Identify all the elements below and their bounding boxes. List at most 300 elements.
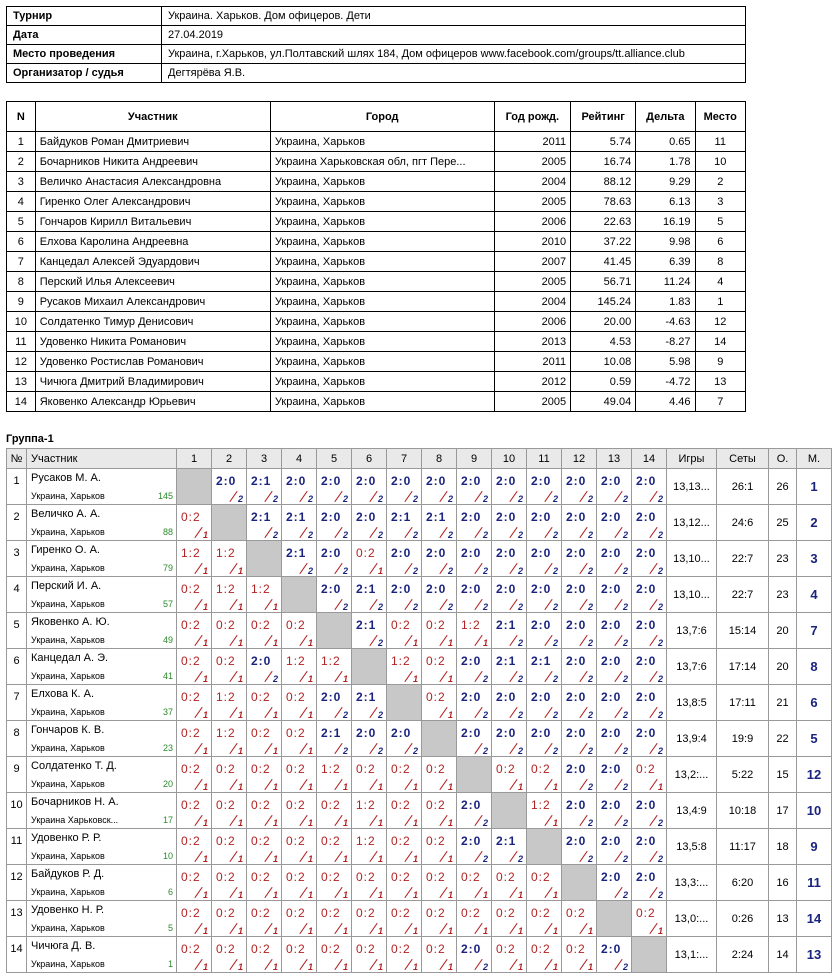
result-slash-mark bbox=[369, 887, 377, 898]
result-points: 1 bbox=[447, 674, 453, 684]
match-result-cell bbox=[492, 613, 527, 649]
match-result bbox=[562, 901, 596, 936]
match-result bbox=[387, 469, 421, 504]
result-points: 2 bbox=[622, 818, 628, 828]
player-points: 18 bbox=[769, 829, 797, 865]
match-result bbox=[317, 721, 351, 756]
match-score: 0:2 bbox=[181, 582, 201, 596]
result-points: 1 bbox=[237, 638, 243, 648]
match-result-cell bbox=[212, 577, 247, 613]
result-points: 2 bbox=[412, 746, 418, 756]
match-result bbox=[247, 577, 281, 612]
match-result-cell bbox=[282, 541, 317, 577]
result-slash-mark bbox=[264, 779, 272, 790]
match-result-cell bbox=[527, 541, 562, 577]
result-points: 1 bbox=[202, 530, 208, 540]
result-points: 1 bbox=[482, 926, 488, 936]
match-result bbox=[247, 865, 281, 900]
match-score: 0:2 bbox=[321, 906, 341, 920]
player-rating: 37 bbox=[162, 707, 173, 717]
self-match-cell bbox=[527, 829, 562, 865]
match-result bbox=[492, 829, 526, 864]
participant-cell: Украина, Харьков bbox=[270, 172, 494, 192]
result-slash-mark bbox=[369, 599, 377, 610]
player-points: 20 bbox=[769, 613, 797, 649]
result-points: 2 bbox=[482, 602, 488, 612]
result-slash-mark bbox=[649, 707, 657, 718]
match-score: 2:0 bbox=[636, 474, 657, 488]
result-slash-mark bbox=[404, 851, 412, 862]
match-result bbox=[632, 685, 666, 720]
match-score: 0:2 bbox=[531, 870, 551, 884]
match-result bbox=[247, 721, 281, 756]
match-score: 2:0 bbox=[426, 546, 447, 560]
result-slash-mark bbox=[404, 743, 412, 754]
match-result bbox=[387, 541, 421, 576]
participant-row bbox=[7, 312, 746, 332]
result-points: 1 bbox=[202, 782, 208, 792]
info-row bbox=[7, 26, 746, 45]
result-slash-mark bbox=[439, 779, 447, 790]
match-result bbox=[247, 937, 281, 972]
match-result-cell bbox=[352, 541, 387, 577]
result-points: 2 bbox=[517, 854, 523, 864]
match-result-cell bbox=[597, 865, 632, 901]
result-slash-mark bbox=[579, 491, 587, 502]
player-number: 11 bbox=[7, 829, 27, 865]
match-score: 2:0 bbox=[461, 798, 482, 812]
result-slash-mark bbox=[229, 815, 237, 826]
result-points: 2 bbox=[307, 494, 313, 504]
participant-cell: Украина, Харьков bbox=[270, 232, 494, 252]
match-result bbox=[177, 829, 211, 864]
result-points: 2 bbox=[622, 674, 628, 684]
result-slash-mark bbox=[334, 887, 342, 898]
match-score: 2:0 bbox=[636, 510, 657, 524]
participant-cell: 145.24 bbox=[571, 292, 636, 312]
match-result-cell bbox=[317, 937, 352, 973]
match-result-cell bbox=[212, 685, 247, 721]
grid-header-opponent: 6 bbox=[352, 449, 387, 469]
match-result-cell bbox=[562, 577, 597, 613]
match-score: 0:2 bbox=[216, 654, 236, 668]
participant-cell: Украина, Харьков bbox=[270, 272, 494, 292]
match-score: 2:0 bbox=[636, 618, 657, 632]
match-score: 2:0 bbox=[566, 582, 587, 596]
result-slash-mark bbox=[334, 707, 342, 718]
player-sets: 26:1 bbox=[717, 469, 769, 505]
result-slash-mark bbox=[509, 635, 517, 646]
player-points: 20 bbox=[769, 649, 797, 685]
match-result bbox=[492, 721, 526, 756]
result-points: 2 bbox=[657, 746, 663, 756]
match-result bbox=[492, 469, 526, 504]
grid-header-opponent: 9 bbox=[457, 449, 492, 469]
result-slash-mark bbox=[194, 887, 202, 898]
result-points: 1 bbox=[342, 890, 348, 900]
match-score: 0:2 bbox=[566, 942, 586, 956]
participant-cell: 2011 bbox=[494, 352, 571, 372]
match-result-cell bbox=[177, 865, 212, 901]
result-slash-mark bbox=[649, 743, 657, 754]
match-score: 2:0 bbox=[496, 510, 517, 524]
match-score: 0:2 bbox=[181, 654, 201, 668]
result-slash-mark bbox=[299, 635, 307, 646]
player-points: 23 bbox=[769, 577, 797, 613]
match-score: 0:2 bbox=[286, 906, 306, 920]
match-result-cell bbox=[562, 937, 597, 973]
player-points: 13 bbox=[769, 901, 797, 937]
result-points: 1 bbox=[517, 890, 523, 900]
match-result bbox=[597, 721, 631, 756]
participant-row bbox=[7, 372, 746, 392]
result-slash-mark bbox=[194, 923, 202, 934]
match-score: 1:2 bbox=[251, 582, 271, 596]
result-points: 1 bbox=[202, 674, 208, 684]
match-score: 0:2 bbox=[216, 942, 236, 956]
participant-row bbox=[7, 352, 746, 372]
match-result-cell bbox=[527, 757, 562, 793]
result-slash-mark bbox=[334, 815, 342, 826]
result-points: 2 bbox=[657, 674, 663, 684]
match-result bbox=[212, 937, 246, 972]
match-result bbox=[212, 649, 246, 684]
match-result bbox=[352, 865, 386, 900]
match-result bbox=[352, 469, 386, 504]
participant-cell: Украина, Харьков bbox=[270, 292, 494, 312]
player-name: Русаков М. А. bbox=[31, 472, 101, 484]
match-score: 0:2 bbox=[251, 942, 271, 956]
player-name: Чичюга Д. В. bbox=[31, 940, 96, 952]
result-slash-mark bbox=[649, 527, 657, 538]
result-points: 1 bbox=[307, 854, 313, 864]
result-slash-mark bbox=[614, 707, 622, 718]
player-number: 10 bbox=[7, 793, 27, 829]
match-score: 2:1 bbox=[496, 654, 517, 668]
match-score: 0:2 bbox=[426, 798, 446, 812]
match-result bbox=[562, 649, 596, 684]
result-slash-mark bbox=[404, 527, 412, 538]
match-score: 0:2 bbox=[251, 618, 271, 632]
participant-cell: 56.71 bbox=[571, 272, 636, 292]
info-label: Турнир bbox=[7, 7, 162, 26]
match-score: 0:2 bbox=[391, 798, 411, 812]
result-slash-mark bbox=[509, 599, 517, 610]
result-slash-mark bbox=[509, 959, 517, 970]
group-title: Группа-1 bbox=[6, 433, 54, 445]
result-slash-mark bbox=[544, 527, 552, 538]
result-points: 1 bbox=[202, 962, 208, 972]
participant-cell: Величко Анастасия Александровна bbox=[35, 172, 270, 192]
match-result-cell bbox=[492, 757, 527, 793]
match-score: 0:2 bbox=[286, 834, 306, 848]
result-points: 1 bbox=[237, 926, 243, 936]
grid-header-opponent: 10 bbox=[492, 449, 527, 469]
player-city: Украина, Харьков bbox=[31, 563, 105, 573]
match-result-cell bbox=[282, 685, 317, 721]
result-points: 1 bbox=[447, 926, 453, 936]
result-points: 2 bbox=[482, 818, 488, 828]
match-result bbox=[562, 829, 596, 864]
match-result-cell bbox=[282, 829, 317, 865]
result-slash-mark bbox=[229, 491, 237, 502]
match-result bbox=[527, 649, 561, 684]
result-points: 2 bbox=[622, 530, 628, 540]
match-result-cell bbox=[632, 721, 667, 757]
match-result bbox=[632, 649, 666, 684]
match-result bbox=[562, 613, 596, 648]
player-place: 11 bbox=[797, 865, 832, 901]
player-rating: 79 bbox=[162, 563, 173, 573]
participant-row bbox=[7, 172, 746, 192]
match-result-cell bbox=[387, 721, 422, 757]
match-result bbox=[352, 577, 386, 612]
result-points: 2 bbox=[342, 530, 348, 540]
match-result-cell bbox=[562, 721, 597, 757]
result-slash-mark bbox=[264, 671, 272, 682]
result-slash-mark bbox=[474, 635, 482, 646]
player-number: 14 bbox=[7, 937, 27, 973]
match-result bbox=[212, 469, 246, 504]
match-score: 0:2 bbox=[181, 510, 201, 524]
match-result-cell bbox=[247, 901, 282, 937]
result-slash-mark bbox=[649, 923, 657, 934]
result-points: 1 bbox=[377, 782, 383, 792]
match-score: 2:0 bbox=[601, 870, 622, 884]
participant-cell: 9 bbox=[7, 292, 36, 312]
match-score: 2:0 bbox=[601, 762, 622, 776]
grid-header-opponent: 12 bbox=[562, 449, 597, 469]
match-result-cell bbox=[422, 469, 457, 505]
match-score: 2:0 bbox=[356, 510, 377, 524]
grid-row bbox=[7, 613, 832, 649]
match-result bbox=[562, 541, 596, 576]
match-result bbox=[212, 901, 246, 936]
match-result bbox=[387, 721, 421, 756]
result-points: 2 bbox=[657, 854, 663, 864]
match-score: 2:0 bbox=[566, 726, 587, 740]
result-points: 2 bbox=[657, 818, 663, 828]
result-slash-mark bbox=[614, 635, 622, 646]
result-slash-mark bbox=[264, 635, 272, 646]
match-result-cell bbox=[492, 685, 527, 721]
participant-cell: 2010 bbox=[494, 232, 571, 252]
participant-cell: Канцедал Алексей Эдуардович bbox=[35, 252, 270, 272]
match-score: 2:0 bbox=[566, 474, 587, 488]
result-slash-mark bbox=[439, 527, 447, 538]
result-points: 1 bbox=[202, 602, 208, 612]
match-result bbox=[492, 685, 526, 720]
match-result bbox=[527, 541, 561, 576]
match-result-cell bbox=[212, 901, 247, 937]
match-score: 0:2 bbox=[251, 870, 271, 884]
match-result-cell bbox=[457, 685, 492, 721]
match-result bbox=[492, 865, 526, 900]
match-result-cell bbox=[212, 865, 247, 901]
result-slash-mark bbox=[194, 779, 202, 790]
match-score: 0:2 bbox=[216, 762, 236, 776]
match-result bbox=[387, 505, 421, 540]
match-result bbox=[247, 649, 281, 684]
result-slash-mark bbox=[649, 563, 657, 574]
player-rating: 17 bbox=[162, 815, 173, 825]
match-score: 2:0 bbox=[601, 942, 622, 956]
participant-cell: 2006 bbox=[494, 212, 571, 232]
match-result bbox=[422, 685, 456, 720]
result-slash-mark bbox=[439, 707, 447, 718]
match-result-cell bbox=[527, 649, 562, 685]
result-slash-mark bbox=[509, 671, 517, 682]
match-result bbox=[457, 901, 491, 936]
participant-cell: 6 bbox=[7, 232, 36, 252]
match-result-cell bbox=[282, 649, 317, 685]
result-points: 1 bbox=[237, 566, 243, 576]
player-city: Украина, Харьков bbox=[31, 491, 105, 501]
result-slash-mark bbox=[579, 851, 587, 862]
participant-row bbox=[7, 212, 746, 232]
result-points: 1 bbox=[272, 926, 278, 936]
match-result-cell bbox=[317, 829, 352, 865]
result-points: 1 bbox=[412, 926, 418, 936]
match-result bbox=[457, 685, 491, 720]
match-result-cell bbox=[457, 541, 492, 577]
participant-cell: Удовенко Никита Романович bbox=[35, 332, 270, 352]
match-result-cell bbox=[457, 937, 492, 973]
result-slash-mark bbox=[509, 887, 517, 898]
match-result bbox=[177, 505, 211, 540]
player-name: Гиренко О. А. bbox=[31, 544, 100, 556]
self-match-cell bbox=[177, 469, 212, 505]
match-result bbox=[422, 793, 456, 828]
match-result-cell bbox=[282, 901, 317, 937]
match-result-cell bbox=[562, 541, 597, 577]
match-result bbox=[492, 541, 526, 576]
match-result-cell bbox=[422, 685, 457, 721]
match-result-cell bbox=[632, 757, 667, 793]
match-result bbox=[457, 793, 491, 828]
match-score: 0:2 bbox=[181, 762, 201, 776]
player-name: Елхова К. А. bbox=[31, 688, 95, 700]
match-result bbox=[597, 865, 631, 900]
result-slash-mark bbox=[474, 743, 482, 754]
player-place: 1 bbox=[797, 469, 832, 505]
result-slash-mark bbox=[544, 635, 552, 646]
result-slash-mark bbox=[474, 851, 482, 862]
participant-cell: 2005 bbox=[494, 152, 571, 172]
participant-cell: 2007 bbox=[494, 252, 571, 272]
player-city: Украина, Харьков bbox=[31, 671, 105, 681]
result-slash-mark bbox=[474, 815, 482, 826]
participant-cell: -4.63 bbox=[636, 312, 695, 332]
match-result bbox=[562, 505, 596, 540]
match-score: 1:2 bbox=[216, 690, 236, 704]
participant-cell: Украина, Харьков bbox=[270, 352, 494, 372]
match-result-cell bbox=[352, 505, 387, 541]
player-place: 12 bbox=[797, 757, 832, 793]
player-rating: 49 bbox=[162, 635, 173, 645]
self-match-cell bbox=[632, 937, 667, 973]
player-name: Удовенко Р. Р. bbox=[31, 832, 102, 844]
player-rating: 41 bbox=[162, 671, 173, 681]
player-number: 8 bbox=[7, 721, 27, 757]
participant-row bbox=[7, 252, 746, 272]
player-rating: 6 bbox=[167, 887, 173, 897]
match-result bbox=[632, 469, 666, 504]
match-result bbox=[597, 685, 631, 720]
participants-column-header: Год рожд. bbox=[494, 102, 571, 132]
result-slash-mark bbox=[194, 959, 202, 970]
match-score: 0:2 bbox=[531, 762, 551, 776]
match-score: 0:2 bbox=[286, 618, 306, 632]
result-points: 1 bbox=[202, 638, 208, 648]
match-result bbox=[492, 613, 526, 648]
participant-cell: 5.98 bbox=[636, 352, 695, 372]
match-score: 0:2 bbox=[321, 942, 341, 956]
match-result-cell bbox=[562, 829, 597, 865]
match-result bbox=[282, 937, 316, 972]
result-points: 1 bbox=[377, 566, 383, 576]
participant-cell: 37.22 bbox=[571, 232, 636, 252]
match-score: 0:2 bbox=[321, 870, 341, 884]
match-result-cell bbox=[352, 685, 387, 721]
participants-column-header: N bbox=[7, 102, 36, 132]
participant-cell: 6.39 bbox=[636, 252, 695, 272]
match-result-cell bbox=[247, 865, 282, 901]
match-result-cell bbox=[457, 829, 492, 865]
match-result-cell bbox=[422, 649, 457, 685]
result-slash-mark bbox=[404, 491, 412, 502]
participant-cell: 14 bbox=[695, 332, 746, 352]
player-rating: 5 bbox=[167, 923, 173, 933]
match-result bbox=[317, 649, 351, 684]
match-score: 2:0 bbox=[636, 726, 657, 740]
player-place: 10 bbox=[797, 793, 832, 829]
match-result-cell bbox=[527, 577, 562, 613]
result-slash-mark bbox=[299, 887, 307, 898]
result-slash-mark bbox=[614, 851, 622, 862]
match-score: 2:0 bbox=[636, 690, 657, 704]
result-points: 1 bbox=[587, 962, 593, 972]
match-score: 2:0 bbox=[321, 690, 342, 704]
result-slash-mark bbox=[439, 923, 447, 934]
participant-cell: 10 bbox=[695, 152, 746, 172]
player-points: 26 bbox=[769, 469, 797, 505]
result-slash-mark bbox=[264, 707, 272, 718]
participant-cell: 1.78 bbox=[636, 152, 695, 172]
match-result-cell bbox=[247, 757, 282, 793]
match-result-cell bbox=[317, 865, 352, 901]
match-score: 2:0 bbox=[601, 654, 622, 668]
grid-header-opponent: 2 bbox=[212, 449, 247, 469]
player-games: 13,13... bbox=[667, 469, 717, 505]
player-number: 4 bbox=[7, 577, 27, 613]
match-result bbox=[212, 865, 246, 900]
player-number: 6 bbox=[7, 649, 27, 685]
result-points: 1 bbox=[237, 782, 243, 792]
participant-cell: Украина, Харьков bbox=[270, 312, 494, 332]
result-points: 2 bbox=[587, 674, 593, 684]
match-result-cell bbox=[352, 901, 387, 937]
match-result-cell bbox=[492, 721, 527, 757]
result-slash-mark bbox=[544, 599, 552, 610]
player-points: 21 bbox=[769, 685, 797, 721]
match-score: 2:0 bbox=[391, 474, 412, 488]
result-points: 1 bbox=[307, 926, 313, 936]
player-rating: 1 bbox=[167, 959, 173, 969]
participants-column-header: Дельта bbox=[636, 102, 695, 132]
result-points: 1 bbox=[587, 926, 593, 936]
match-result bbox=[212, 793, 246, 828]
